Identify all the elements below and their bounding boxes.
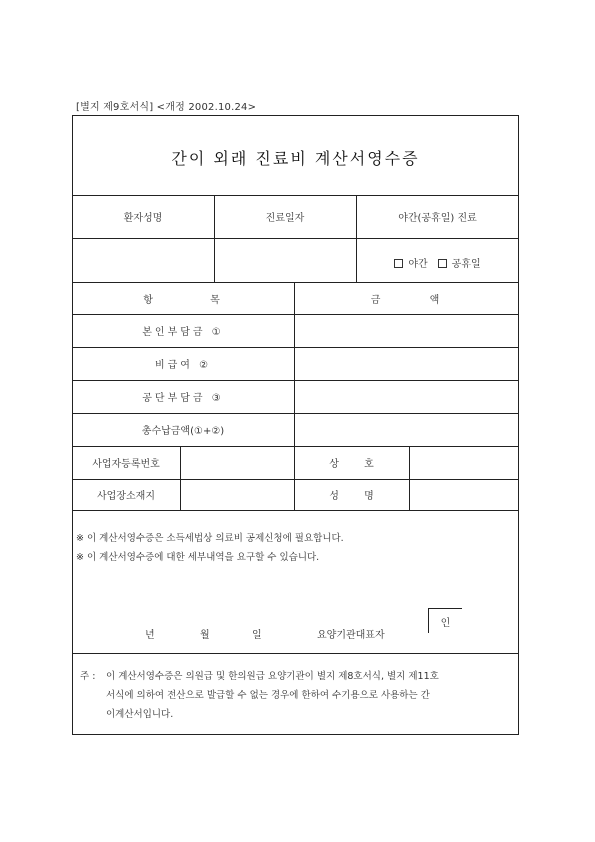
note-line: ※ 이 계산서영수증에 대한 세부내역을 요구할 수 있습니다. bbox=[76, 552, 320, 563]
copay-label: 본인부담금 ① bbox=[142, 327, 224, 338]
night-holiday-label: 야간(공휴일) 진료 bbox=[398, 213, 477, 224]
seal-label: 인 bbox=[440, 617, 451, 629]
holiday-option-label: 공휴일 bbox=[451, 258, 481, 270]
total-paid-label: 총수납금액(①+②) bbox=[141, 426, 225, 437]
footnote-line: 이 계산서영수증은 의원급 및 한의원급 요양기관이 별지 제8호서식, 별지 제11호 bbox=[106, 671, 439, 682]
note-line: ※ 이 계산서영수증은 소득세법상 의료비 공제신청에 필요합니다. bbox=[76, 533, 344, 544]
insurer-share-label: 공단부담금 ③ bbox=[142, 393, 224, 404]
footnote-line: 이계산서입니다. bbox=[106, 709, 174, 720]
trade-name-label bbox=[294, 446, 409, 479]
item-header-text: 항 목 bbox=[143, 294, 223, 306]
seal-box[interactable] bbox=[428, 608, 462, 633]
month-label: 월 bbox=[200, 630, 210, 641]
year-label: 년 bbox=[145, 630, 155, 641]
amount-header-text: 금 액 bbox=[370, 294, 443, 306]
footnote-prefix: 주 : bbox=[80, 671, 96, 682]
night-option[interactable] bbox=[394, 255, 427, 270]
treatment-date-field[interactable] bbox=[214, 238, 356, 282]
non-covered-label: 비급여 ② bbox=[154, 360, 212, 371]
patient-name-field[interactable] bbox=[72, 238, 214, 282]
night-option-label: 야간 bbox=[408, 258, 428, 270]
checkbox-icon bbox=[438, 259, 447, 268]
patient-name-label: 환자성명 bbox=[123, 213, 163, 224]
night-holiday-options bbox=[356, 248, 519, 276]
business-reg-no-field[interactable] bbox=[180, 446, 294, 479]
trade-name-text: 상 호 bbox=[329, 459, 374, 470]
form-number-header: [별지 제9호서식] <개정 2002.10.24> bbox=[76, 102, 257, 113]
copay-amount-field[interactable] bbox=[294, 314, 519, 347]
divider bbox=[72, 510, 519, 511]
amount-column-header bbox=[294, 282, 519, 314]
business-reg-no-label: 사업자등록번호 bbox=[92, 459, 160, 470]
divider bbox=[72, 653, 519, 654]
non-covered-amount-field[interactable] bbox=[294, 347, 519, 380]
trade-name-field[interactable] bbox=[409, 446, 519, 479]
representative-label: 요양기관대표자 bbox=[317, 630, 385, 641]
owner-name-text: 성 명 bbox=[329, 491, 374, 502]
owner-name-field[interactable] bbox=[409, 479, 519, 510]
item-column-header bbox=[72, 282, 294, 314]
day-label: 일 bbox=[252, 630, 262, 641]
total-paid-amount-field[interactable] bbox=[294, 413, 519, 446]
treatment-date-label: 진료일자 bbox=[265, 213, 305, 224]
owner-name-label bbox=[294, 479, 409, 510]
page-title: 간이 외래 진료비 계산서영수증 bbox=[171, 149, 420, 168]
insurer-share-amount-field[interactable] bbox=[294, 380, 519, 413]
checkbox-icon bbox=[394, 259, 403, 268]
business-address-field[interactable] bbox=[180, 479, 294, 510]
business-address-label: 사업장소재지 bbox=[97, 491, 155, 502]
holiday-option[interactable] bbox=[438, 255, 481, 270]
footnote-line: 서식에 의하여 전산으로 발급할 수 없는 경우에 한하여 수기용으로 사용하는 간 bbox=[106, 690, 430, 701]
